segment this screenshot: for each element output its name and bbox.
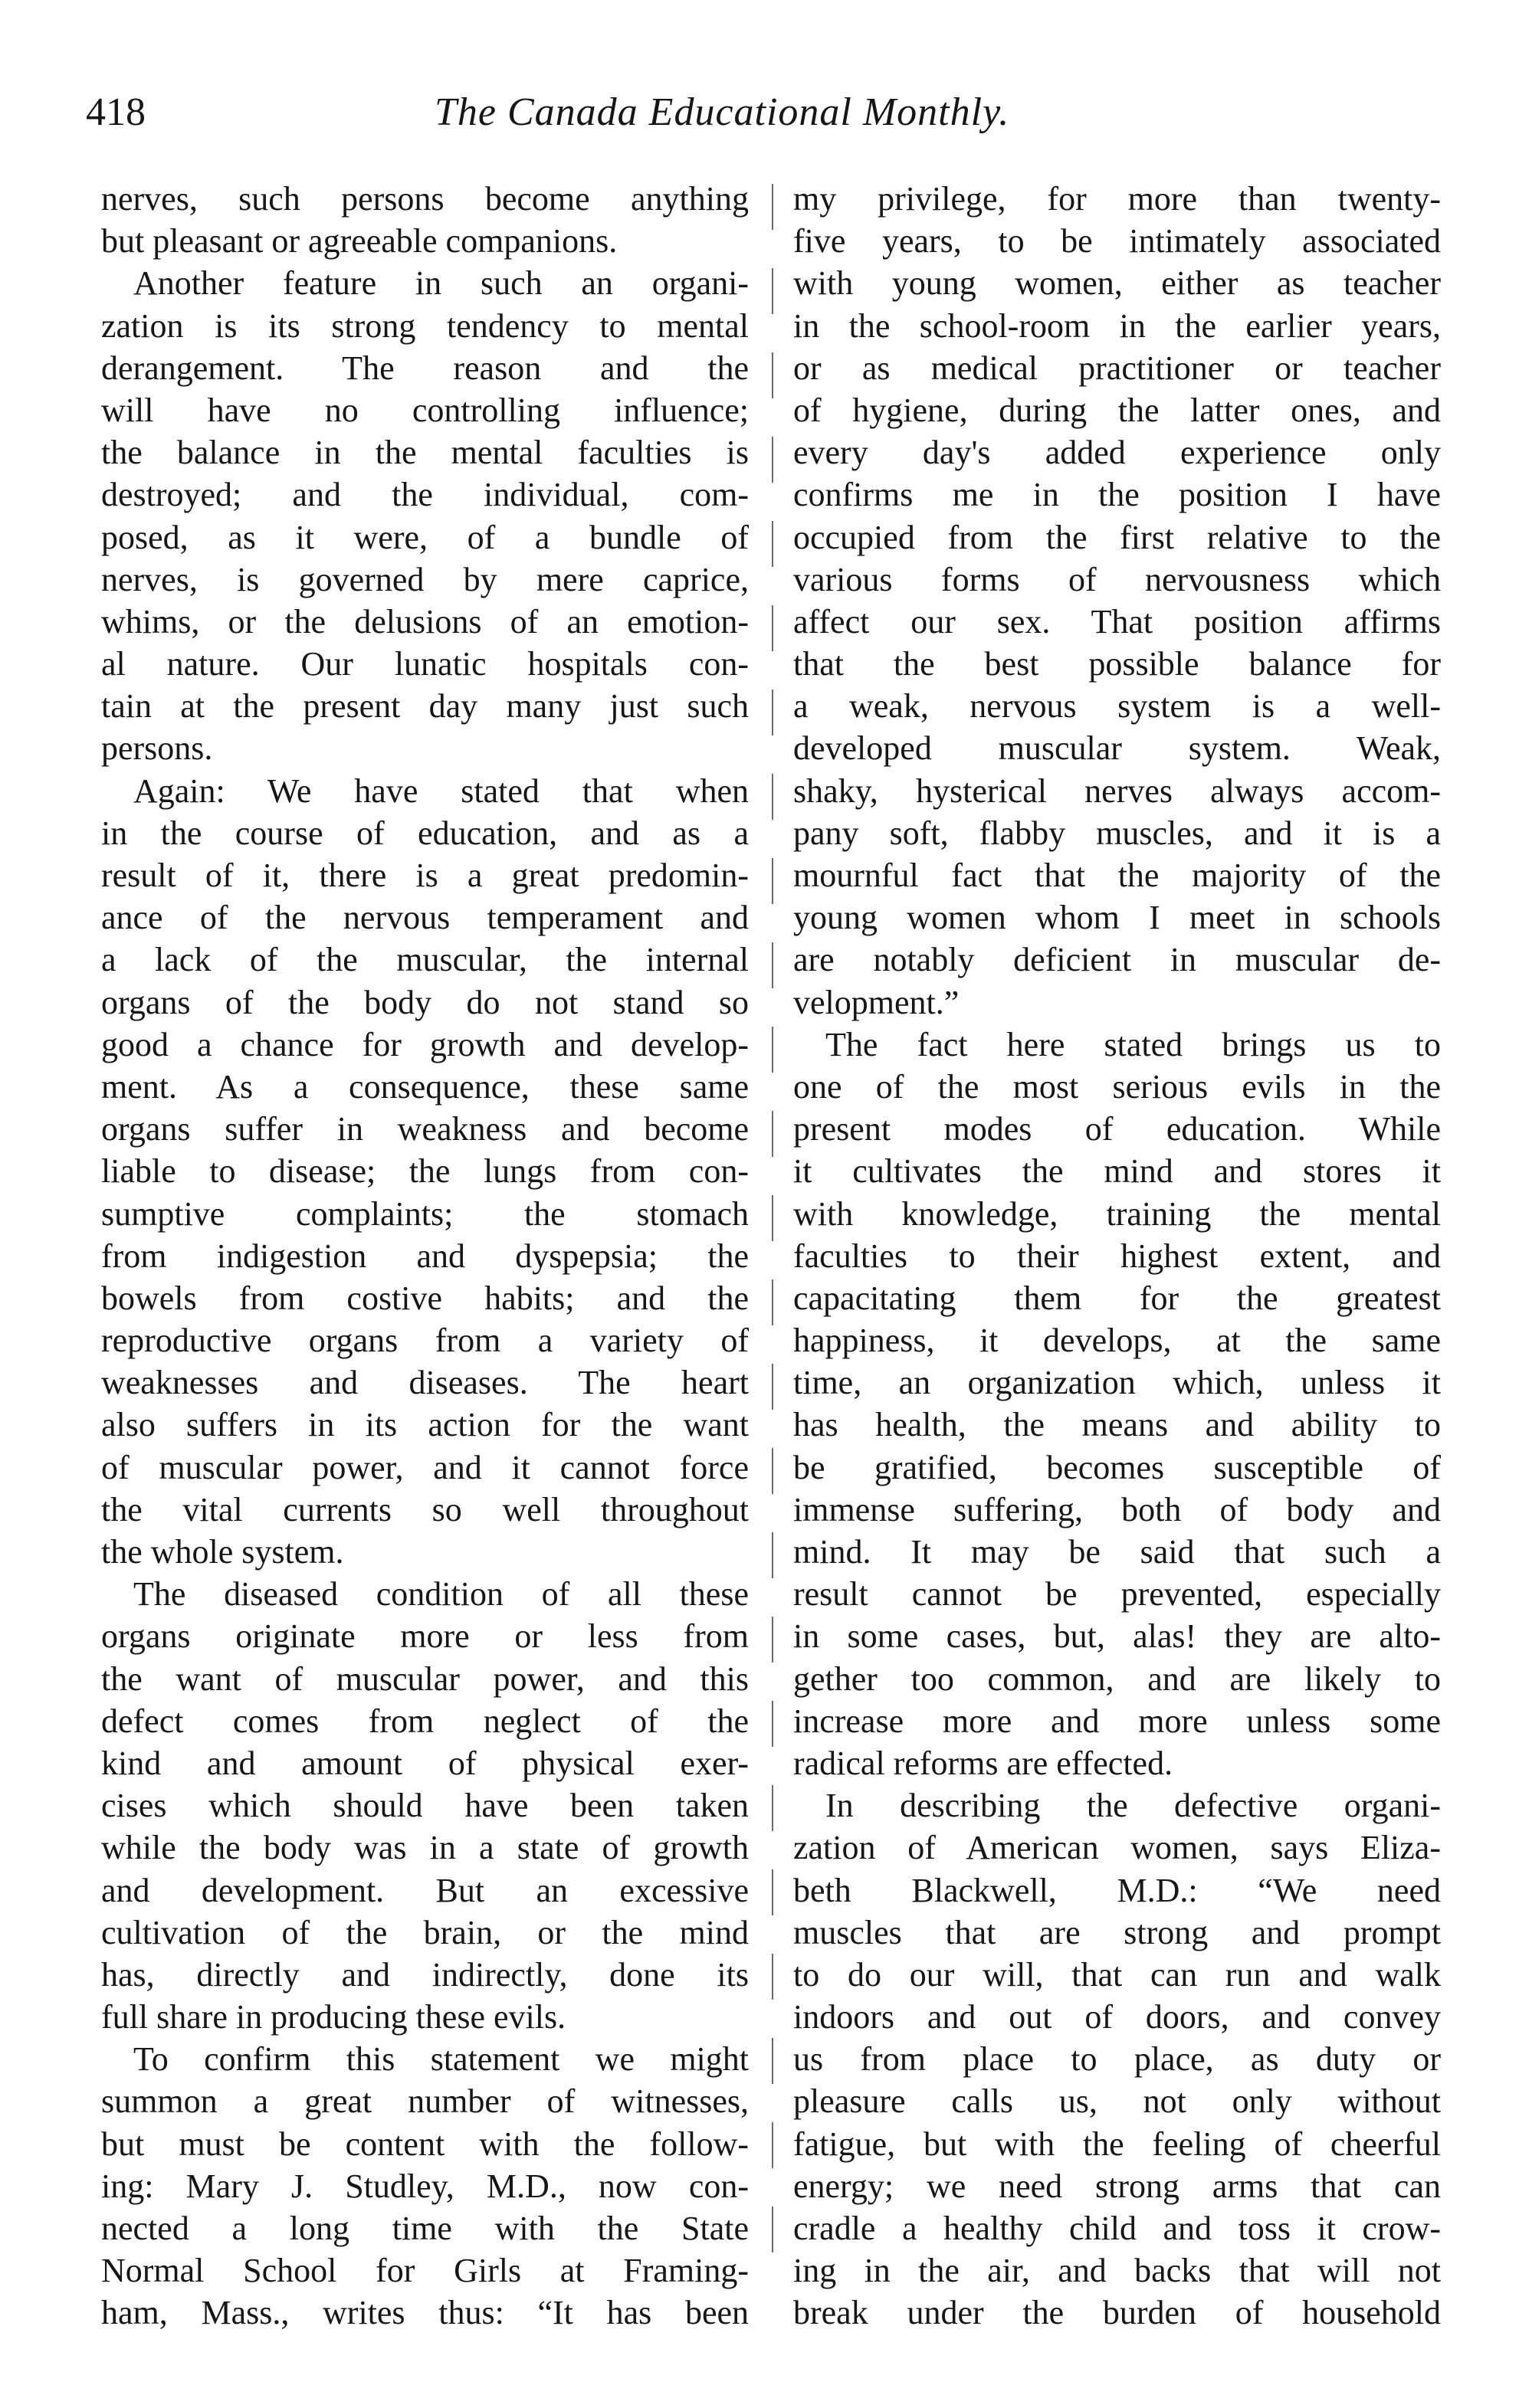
text-line: organs originate more or less from [101, 1617, 749, 1656]
text-line: are notably deficient in muscular de- [793, 941, 1441, 979]
text-line: present modes of education. While [793, 1110, 1441, 1148]
text-line: muscles that are strong and prompt [793, 1913, 1441, 1951]
text-line: pleasure calls us, not only without [793, 2082, 1441, 2121]
text-line: or as medical practitioner or teacher [793, 349, 1441, 387]
column-divider [772, 184, 773, 2252]
text-line: the balance in the mental faculties is [101, 434, 749, 472]
text-line: a weak, nervous system is a well- [793, 687, 1441, 726]
text-line: good a chance for growth and develop- [101, 1025, 749, 1063]
text-line: In describing the defective organi- [825, 1787, 1441, 1825]
text-line: us from place to place, as duty or [793, 2040, 1441, 2079]
text-line: happiness, it develops, at the same [793, 1322, 1441, 1360]
text-line: of hygiene, during the latter ones, and [793, 391, 1441, 429]
text-line: in the school-room in the earlier years, [793, 306, 1441, 345]
text-line: reproductive organs from a variety of [101, 1322, 749, 1360]
text-line: my privilege, for more than twenty- [793, 180, 1441, 218]
text-line: but pleasant or agreeable companions. [101, 222, 618, 260]
text-line: ance of the nervous temperament and [101, 899, 749, 937]
text-line: nerves, is governed by mere caprice, [101, 560, 749, 598]
text-line: five years, to be intimately associated [793, 222, 1441, 260]
text-line: persons. [101, 729, 213, 768]
text-line: To confirm this statement we might [133, 2040, 749, 2079]
text-line: result of it, there is a great predomin- [101, 857, 749, 894]
text-line: bowels from costive habits; and the [101, 1279, 749, 1317]
text-line: fatigue, but with the feeling of cheerful [793, 2125, 1441, 2163]
text-line: with knowledge, training the mental [793, 1194, 1441, 1233]
text-line: shaky, hysterical nerves always accom- [793, 772, 1441, 810]
text-line: one of the most serious evils in the [793, 1067, 1441, 1106]
text-line: every day's added experience only [793, 434, 1441, 472]
text-line: The fact here stated brings us to [825, 1025, 1441, 1063]
text-line: whims, or the delusions of an emotion- [101, 602, 749, 640]
text-line: Normal School for Girls at Framing- [101, 2252, 749, 2290]
text-line: result cannot be prevented, especially [793, 1575, 1441, 1614]
text-line: zation is its strong tendency to mental [101, 306, 749, 345]
text-line: radical reforms are effected. [793, 1744, 1173, 1782]
text-line: destroyed; and the individual, com- [101, 476, 749, 514]
text-line: has health, the means and ability to [793, 1406, 1441, 1444]
text-line: faculties to their highest extent, and [793, 1237, 1441, 1275]
text-line: from indigestion and dyspepsia; the [101, 1237, 749, 1275]
text-line: ham, Mass., writes thus: “It has been [101, 2294, 749, 2332]
text-line: be gratified, becomes susceptible of [793, 1448, 1441, 1486]
text-line: affect our sex. That position affirms [793, 602, 1441, 640]
text-line: confirms me in the position I have [793, 476, 1441, 514]
text-line: energy; we need strong arms that can [793, 2167, 1441, 2205]
text-line: the want of muscular power, and this [101, 1659, 749, 1698]
text-line: while the body was in a state of growth [101, 1829, 749, 1867]
text-line: to do our will, that can run and walk [793, 1955, 1441, 1994]
text-line: indoors and out of doors, and convey [793, 1998, 1441, 2036]
text-line: break under the burden of household [793, 2294, 1441, 2332]
text-line: summon a great number of witnesses, [101, 2082, 749, 2121]
text-line: liable to disease; the lungs from con- [101, 1152, 749, 1191]
text-line: mind. It may be said that such a [793, 1533, 1441, 1571]
text-line: increase more and more unless some [793, 1702, 1441, 1740]
text-line: Another feature in such an organi- [133, 264, 749, 303]
running-title: The Canada Educational Monthly. [435, 90, 1010, 134]
text-line: nected a long time with the State [101, 2210, 749, 2247]
text-line: has, directly and indirectly, done its [101, 1955, 749, 1994]
text-line: full share in producing these evils. [101, 1998, 566, 2036]
text-line: young women whom I meet in schools [793, 899, 1441, 937]
text-line: kind and amount of physical exer- [101, 1744, 749, 1782]
text-line: velopment.” [793, 983, 960, 1021]
text-line: of muscular power, and it cannot force [101, 1448, 749, 1486]
text-line: sumptive complaints; the stomach [101, 1194, 749, 1233]
text-line: ment. As a consequence, these same [101, 1067, 749, 1106]
left-text-column [101, 178, 749, 2334]
text-line: cultivation of the brain, or the mind [101, 1913, 749, 1951]
text-line: al nature. Our lunatic hospitals con- [101, 645, 749, 683]
text-line: also suffers in its action for the want [101, 1406, 749, 1444]
text-line: immense suffering, both of body and [793, 1490, 1441, 1528]
text-line: in the course of education, and as a [101, 814, 749, 852]
page-number: 418 [86, 90, 146, 134]
text-line: derangement. The reason and the [101, 349, 749, 387]
text-line: gether too common, and are likely to [793, 1659, 1441, 1698]
text-line: in some cases, but, alas! they are alto- [793, 1617, 1441, 1656]
text-line: cises which should have been taken [101, 1787, 749, 1825]
text-line: that the best possible balance for [793, 645, 1441, 683]
text-line: capacitating them for the greatest [793, 1279, 1441, 1317]
text-line: it cultivates the mind and stores it [793, 1152, 1441, 1191]
text-line: pany soft, flabby muscles, and it is a [793, 814, 1441, 852]
text-line: weaknesses and diseases. The heart [101, 1364, 749, 1402]
text-line: but must be content with the follow- [101, 2125, 749, 2163]
text-line: organs of the body do not stand so [101, 983, 749, 1021]
text-line: the whole system. [101, 1533, 344, 1571]
text-line: and development. But an excessive [101, 1871, 749, 1909]
text-line: tain at the present day many just such [101, 687, 749, 726]
text-line: occupied from the first relative to the [793, 518, 1441, 556]
text-line: ing: Mary J. Studley, M.D., now con- [101, 2167, 749, 2205]
text-line: developed muscular system. Weak, [793, 729, 1441, 768]
text-line: posed, as it were, of a bundle of [101, 518, 749, 556]
text-line: organs suffer in weakness and become [101, 1110, 749, 1148]
text-line: The diseased condition of all these [133, 1575, 749, 1614]
text-line: a lack of the muscular, the internal [101, 941, 749, 979]
text-line: various forms of nervousness which [793, 560, 1441, 598]
text-line: nerves, such persons become anything [101, 180, 749, 218]
text-line: will have no controlling influence; [101, 391, 749, 429]
page-header [86, 86, 1435, 139]
text-line: cradle a healthy child and toss it crow- [793, 2210, 1441, 2247]
text-line: with young women, either as teacher [793, 264, 1441, 303]
text-line: zation of American women, says Eliza- [793, 1829, 1441, 1867]
text-line: ing in the air, and backs that will not [793, 2252, 1441, 2290]
text-line: time, an organization which, unless it [793, 1364, 1441, 1402]
text-line: defect comes from neglect of the [101, 1702, 749, 1740]
text-line: the vital currents so well throughout [101, 1490, 749, 1528]
right-text-column [793, 178, 1441, 2334]
text-line: mournful fact that the majority of the [793, 857, 1441, 894]
text-line: Again: We have stated that when [133, 772, 749, 810]
text-line: beth Blackwell, M.D.: “We need [793, 1871, 1441, 1909]
